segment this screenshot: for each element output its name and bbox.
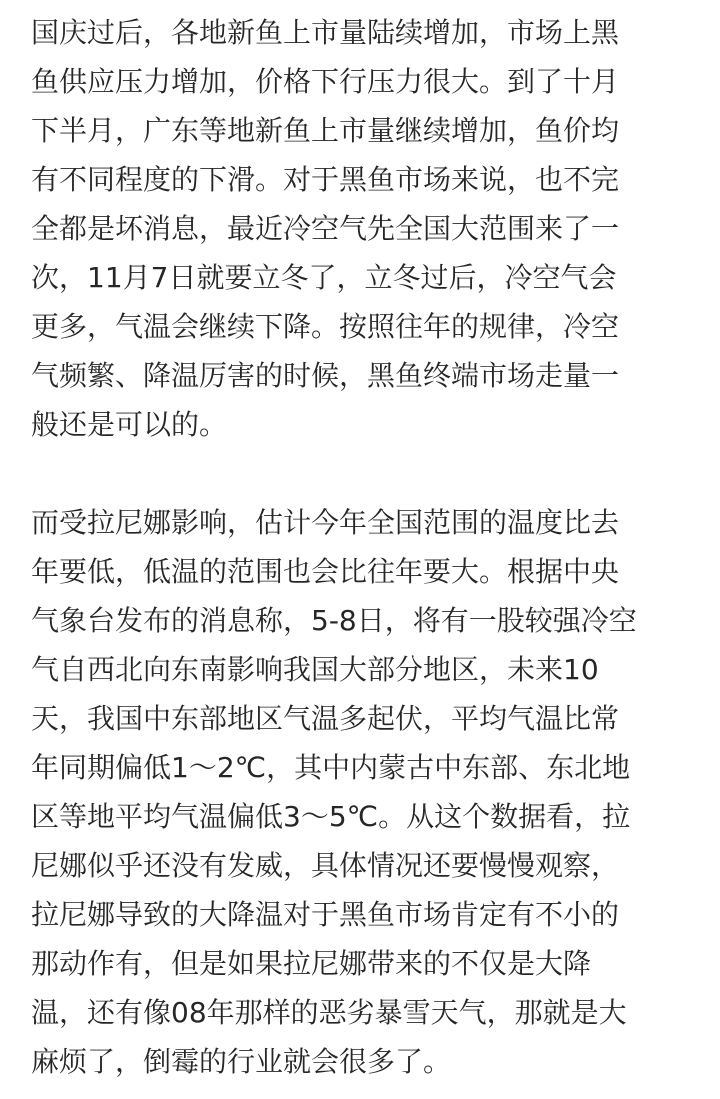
text-line: 那动作有，但是如果拉尼娜带来的不仅是大降 bbox=[31, 947, 592, 980]
text-line: 全都是坏消息，最近冷空气先全国大范围来了一 bbox=[31, 212, 620, 245]
text-line: 天，我国中东部地区气温多起伏，平均气温比常 bbox=[31, 702, 620, 735]
paragraph-spacer bbox=[31, 449, 711, 498]
text-line: 气频繁、降温厉害的时候，黑鱼终端市场走量一 bbox=[31, 359, 620, 392]
text-line: 拉尼娜导致的大降温对于黑鱼市场肯定有不小的 bbox=[31, 898, 620, 931]
paragraph-2 bbox=[31, 498, 711, 1086]
paragraph-1 bbox=[31, 8, 711, 449]
text-line: 下半月，广东等地新鱼上市量继续增加，鱼价均 bbox=[31, 114, 620, 147]
text-line: 般还是可以的。 bbox=[31, 408, 228, 441]
text-line: 年要低，低温的范围也会比往年要大。根据中央 bbox=[31, 555, 620, 588]
text-line: 次，11月7日就要立冬了，立冬过后，冷空气会 bbox=[31, 261, 617, 294]
text-line: 鱼供应压力增加，价格下行压力很大。到了十月 bbox=[31, 65, 620, 98]
text-line: 麻烦了，倒霉的行业就会很多了。 bbox=[31, 1045, 452, 1078]
text-line: 年同期偏低1～2℃，其中内蒙古中东部、东北地 bbox=[31, 751, 631, 784]
text-line: 尼娜似乎还没有发威，具体情况还要慢慢观察， bbox=[31, 849, 620, 882]
text-line: 国庆过后，各地新鱼上市量陆续增加，市场上黑 bbox=[31, 16, 620, 49]
text-line: 气象台发布的消息称，5-8日，将有一股较强冷空 bbox=[31, 604, 637, 637]
text-line: 而受拉尼娜影响，估计今年全国范围的温度比去 bbox=[31, 506, 620, 539]
article-body bbox=[31, 8, 711, 1086]
text-line: 有不同程度的下滑。对于黑鱼市场来说，也不完 bbox=[31, 163, 620, 196]
text-line: 更多，气温会继续下降。按照往年的规律，冷空 bbox=[31, 310, 620, 343]
text-line: 气自西北向东南影响我国大部分地区，未来10 bbox=[31, 653, 599, 686]
text-line: 区等地平均气温偏低3～5℃。从这个数据看，拉 bbox=[31, 800, 631, 833]
text-line: 温，还有像08年那样的恶劣暴雪天气，那就是大 bbox=[31, 996, 627, 1029]
